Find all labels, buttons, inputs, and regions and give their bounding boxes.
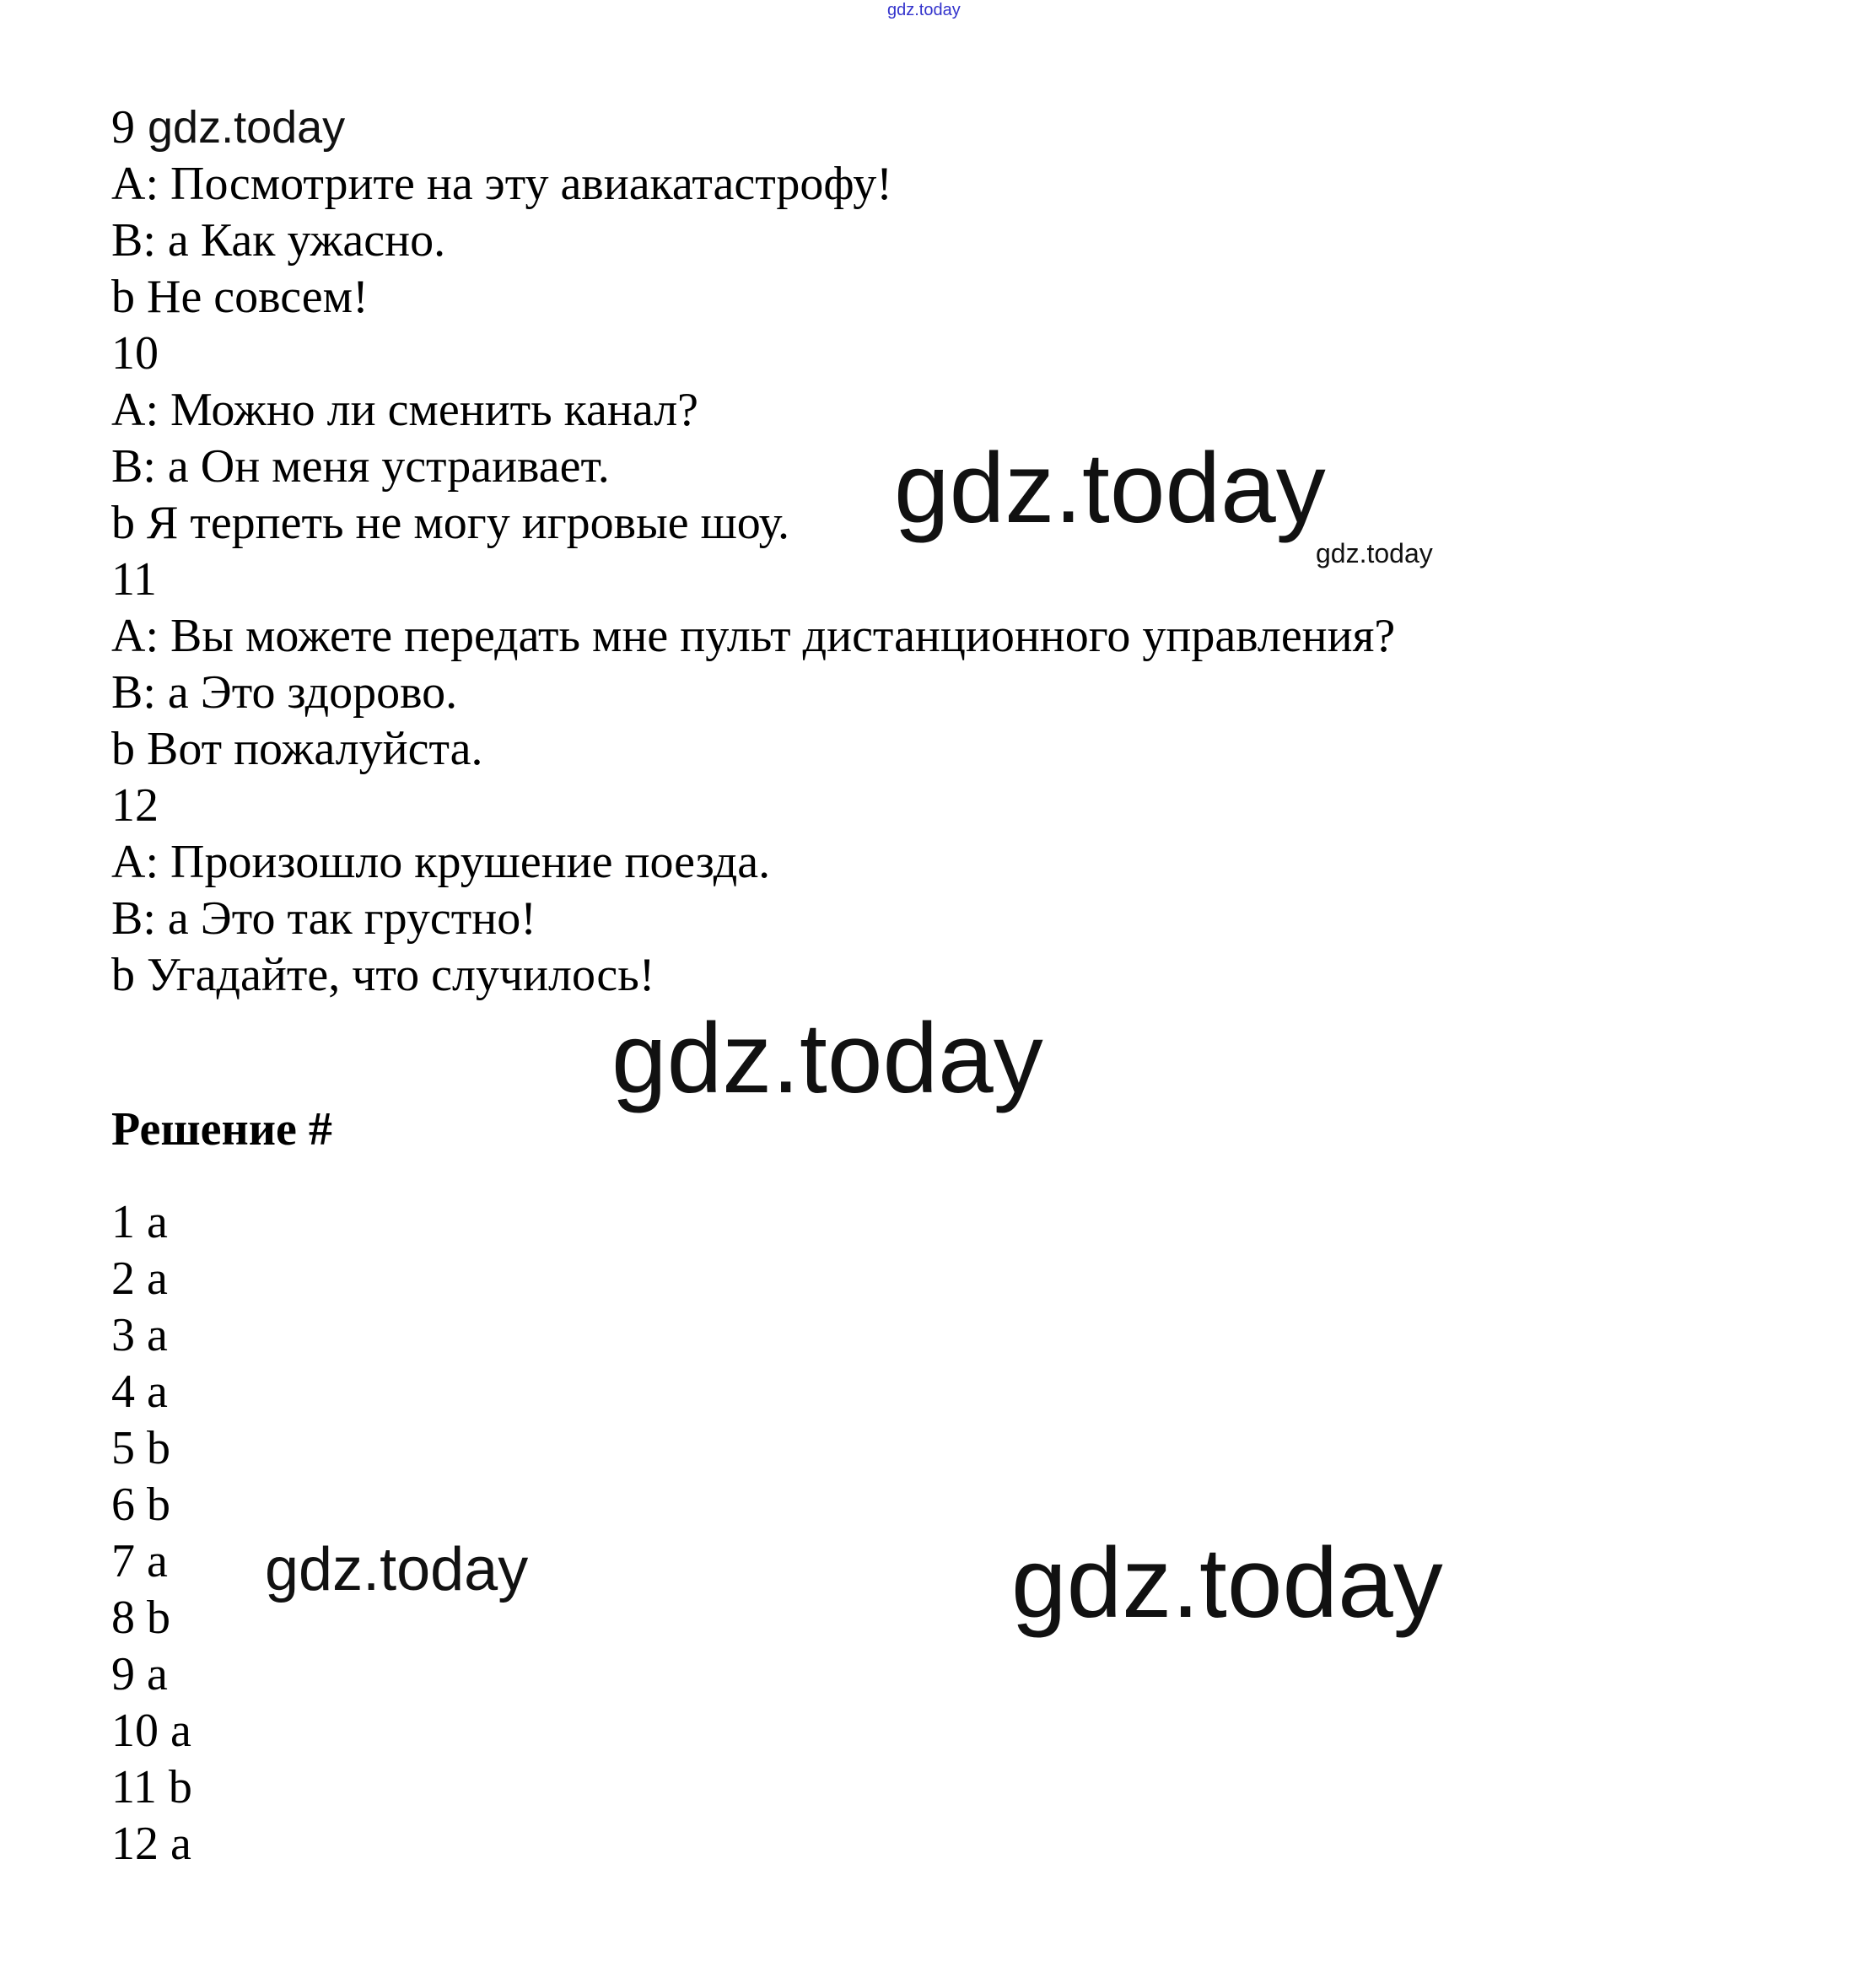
dialogue-option-a: B: a Он меня устраивает. [111,440,610,493]
answer-item: 1 a [111,1196,168,1248]
answer-item: 2 a [111,1253,168,1305]
watermark-large: gdz.today [1011,1527,1443,1639]
exercise-number: 11 [111,553,157,606]
dialogue-line-a: A: Можно ли сменить канал? [111,384,699,436]
dialogue-line-a: A: Посмотрите на эту авиакатастрофу! [111,158,892,210]
answer-item: 12 a [111,1818,191,1870]
dialogue-option-a: B: a Как ужасно. [111,214,446,267]
watermark-top: gdz.today [887,1,961,19]
answer-item: 11 b [111,1761,192,1813]
dialogue-line-a: A: Произошло крушение поезда. [111,836,771,888]
answer-item: 5 b [111,1422,170,1474]
answer-item: 8 b [111,1592,170,1644]
watermark-large: gdz.today [611,1003,1043,1114]
answer-item: 7 a [111,1535,168,1587]
watermark-inline: gdz.today [148,102,346,153]
answer-item: 9 a [111,1648,168,1700]
dialogue-option-b: b Не совсем! [111,271,369,323]
exercise-number: 10 [111,327,159,380]
exercise-number: 9 [111,101,135,154]
solution-heading: Решение # [111,1103,332,1156]
dialogue-option-b: b Угадайте, что случилось! [111,949,655,1001]
dialogue-option-a: B: a Это так грустно! [111,892,536,945]
answer-item: 3 a [111,1309,168,1361]
watermark-medium: gdz.today [265,1536,529,1603]
answer-item: 4 a [111,1366,168,1418]
watermark-small: gdz.today [1316,538,1433,568]
dialogue-line-a: A: Вы можете передать мне пульт дистанционного управления? [111,610,1396,662]
answer-item: 6 b [111,1479,170,1531]
answer-item: 10 a [111,1705,191,1757]
dialogue-option-b: b Я терпеть не могу игровые шоу. [111,497,789,549]
watermark-large: gdz.today [894,433,1326,544]
dialogue-option-a: B: a Это здорово. [111,666,458,719]
exercise-number: 12 [111,779,159,832]
dialogue-option-b: b Вот пожалуйста. [111,723,483,775]
